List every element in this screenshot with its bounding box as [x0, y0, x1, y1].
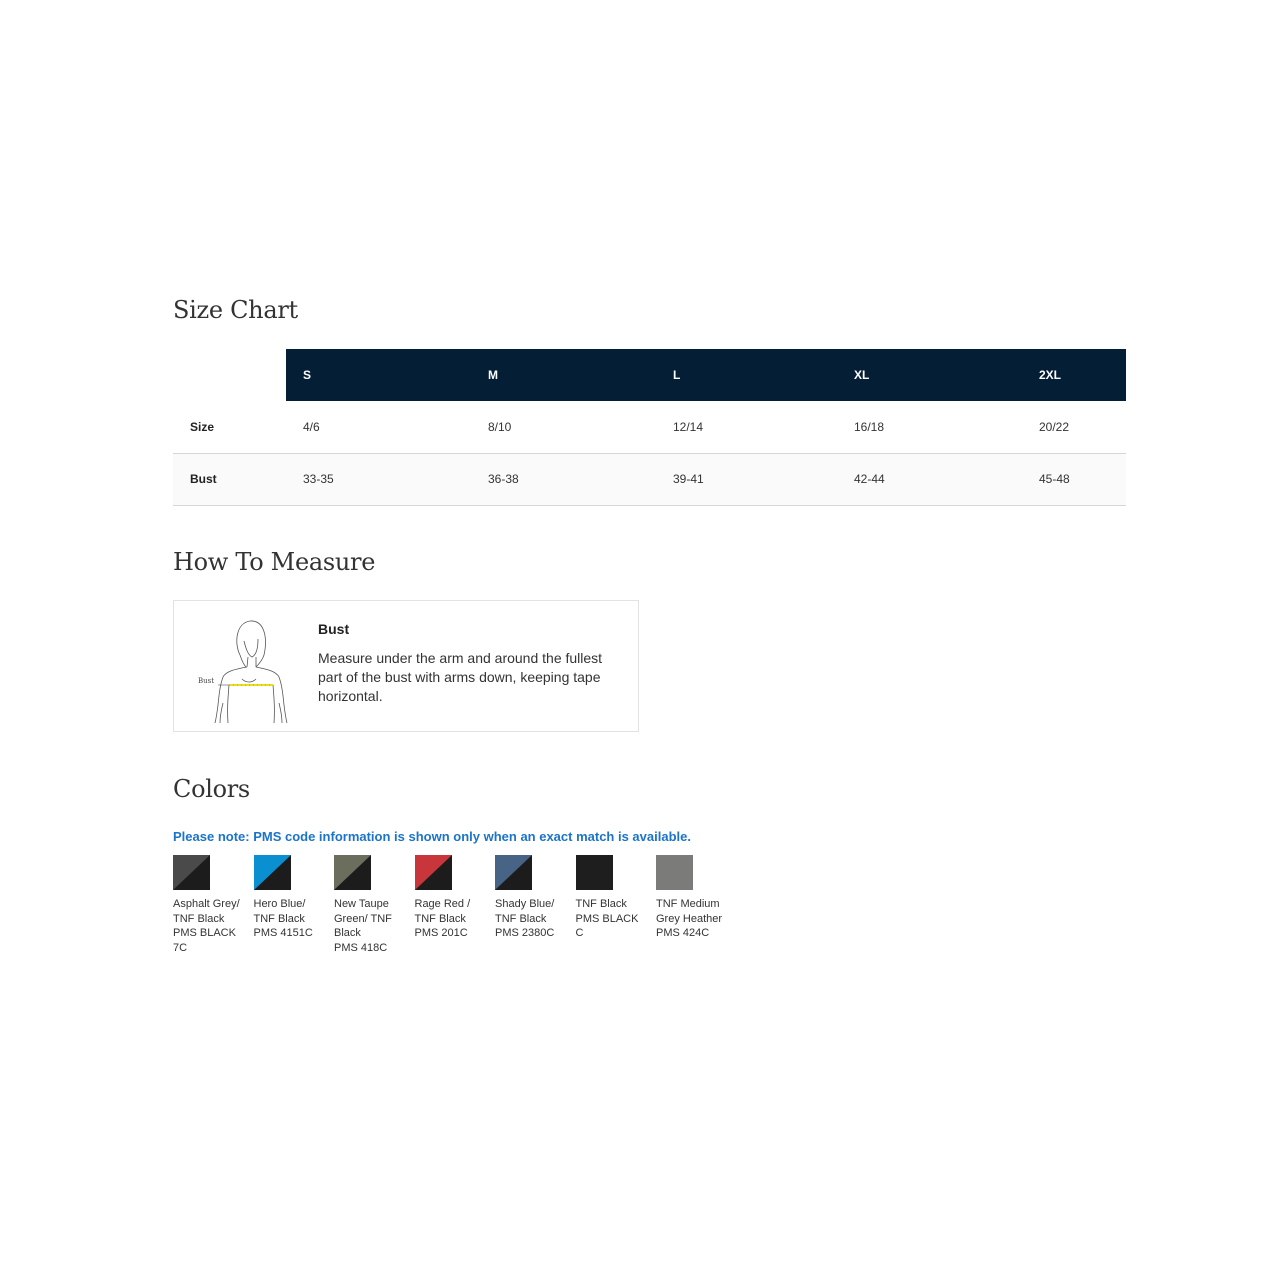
color-swatch-item[interactable]: [254, 855, 335, 955]
measure-heading: Bust: [318, 621, 350, 637]
table-cell: 45-48: [1039, 472, 1070, 486]
color-swatch[interactable]: [656, 855, 693, 890]
color-swatch-item[interactable]: [576, 855, 657, 955]
color-swatch-label-line: PMS BLACK: [173, 927, 236, 939]
color-swatch-label-line: TNF Black: [575, 898, 627, 910]
color-swatch-label-line: New Taupe: [334, 898, 389, 910]
color-swatch[interactable]: [334, 855, 371, 890]
color-swatch[interactable]: [173, 855, 210, 890]
color-swatch-label-line: TNF Black: [495, 912, 547, 925]
column-header-s: S: [286, 349, 471, 401]
color-swatch-label-line: PMS 4151C: [253, 927, 313, 939]
color-swatch-item[interactable]: [656, 855, 737, 955]
table-cell: 33-35: [303, 472, 334, 486]
color-swatch-label-line: TNF Black: [253, 912, 305, 925]
color-swatch-label-line: Hero Blue/: [253, 898, 306, 910]
table-cell: 20/22: [1039, 419, 1070, 434]
pms-note: Please note: PMS code information is shown only when an exact match is available.: [173, 829, 691, 844]
color-swatch-label-line: TNF Black: [414, 912, 466, 925]
color-swatch-item[interactable]: [173, 855, 254, 955]
color-swatch-label-line: TNF Black: [173, 912, 225, 925]
color-swatch-label: [173, 897, 243, 955]
bust-measure-illustration: [194, 613, 304, 723]
color-swatch[interactable]: [495, 855, 532, 890]
color-swatch-label: [334, 897, 404, 955]
table-cell: 36-38: [488, 472, 519, 486]
how-to-measure-title: How To Measure: [173, 548, 376, 576]
measure-description: Measure under the arm and around the fullest part of the bust with arms down, keeping tape horizontal.: [318, 650, 603, 704]
color-swatch-item[interactable]: [334, 855, 415, 955]
table-cell: 8/10: [488, 419, 512, 434]
color-swatch-label: [254, 897, 324, 941]
table-corner-cell: [173, 349, 286, 401]
color-swatch-label-line: PMS 201C: [414, 927, 468, 939]
color-swatch-label-line: Shady Blue/: [495, 898, 555, 910]
color-swatch-label: [656, 897, 726, 941]
table-cell: 12/14: [673, 419, 704, 434]
color-swatch-label-line: Green/ TNF: [334, 912, 392, 925]
color-swatch-label-line: C: [575, 927, 584, 939]
color-swatch-label-line: TNF Medium: [656, 898, 720, 910]
bust-figure-label: Bust: [198, 677, 215, 685]
color-swatch-label-line: Black: [334, 927, 361, 939]
color-swatch-item[interactable]: [495, 855, 576, 955]
color-swatch-label: [576, 897, 646, 941]
measure-card: [173, 600, 639, 732]
color-swatch-item[interactable]: [415, 855, 496, 955]
row-label-size: Size: [190, 419, 215, 434]
color-swatch-label-line: PMS 2380C: [495, 927, 555, 939]
column-header-xl: XL: [837, 349, 1022, 401]
color-swatch-label-line: 7C: [173, 941, 188, 954]
color-swatch-label-line: Grey Heather: [656, 912, 723, 925]
color-swatch-label-line: Asphalt Grey/: [173, 898, 240, 910]
column-header-2xl: 2XL: [1022, 349, 1126, 401]
color-swatch[interactable]: [254, 855, 291, 890]
color-swatch-label-line: Rage Red /: [414, 898, 471, 910]
size-chart-title: Size Chart: [173, 296, 298, 324]
colors-title: Colors: [173, 775, 250, 803]
color-swatch[interactable]: [576, 855, 613, 890]
color-swatch-list: [173, 855, 737, 955]
color-swatch[interactable]: [415, 855, 452, 890]
column-header-l: L: [656, 349, 837, 401]
table-cell: 42-44: [854, 472, 885, 486]
color-swatch-label-line: PMS 424C: [656, 927, 710, 939]
size-chart-table: [173, 349, 1126, 506]
color-swatch-label-line: PMS 418C: [334, 941, 388, 954]
color-swatch-label: [415, 897, 485, 941]
column-header-m: M: [471, 349, 656, 401]
row-label-bust: Bust: [190, 472, 217, 486]
measure-text: [318, 621, 618, 706]
table-cell: 39-41: [673, 472, 704, 486]
table-cell: 4/6: [303, 419, 320, 434]
table-cell: 16/18: [854, 419, 885, 434]
table-row-size: [173, 401, 1126, 453]
size-chart-header-row: [173, 349, 1126, 401]
table-row-bust: [173, 453, 1126, 505]
color-swatch-label: [495, 897, 565, 941]
color-swatch-label-line: PMS BLACK: [575, 912, 639, 925]
